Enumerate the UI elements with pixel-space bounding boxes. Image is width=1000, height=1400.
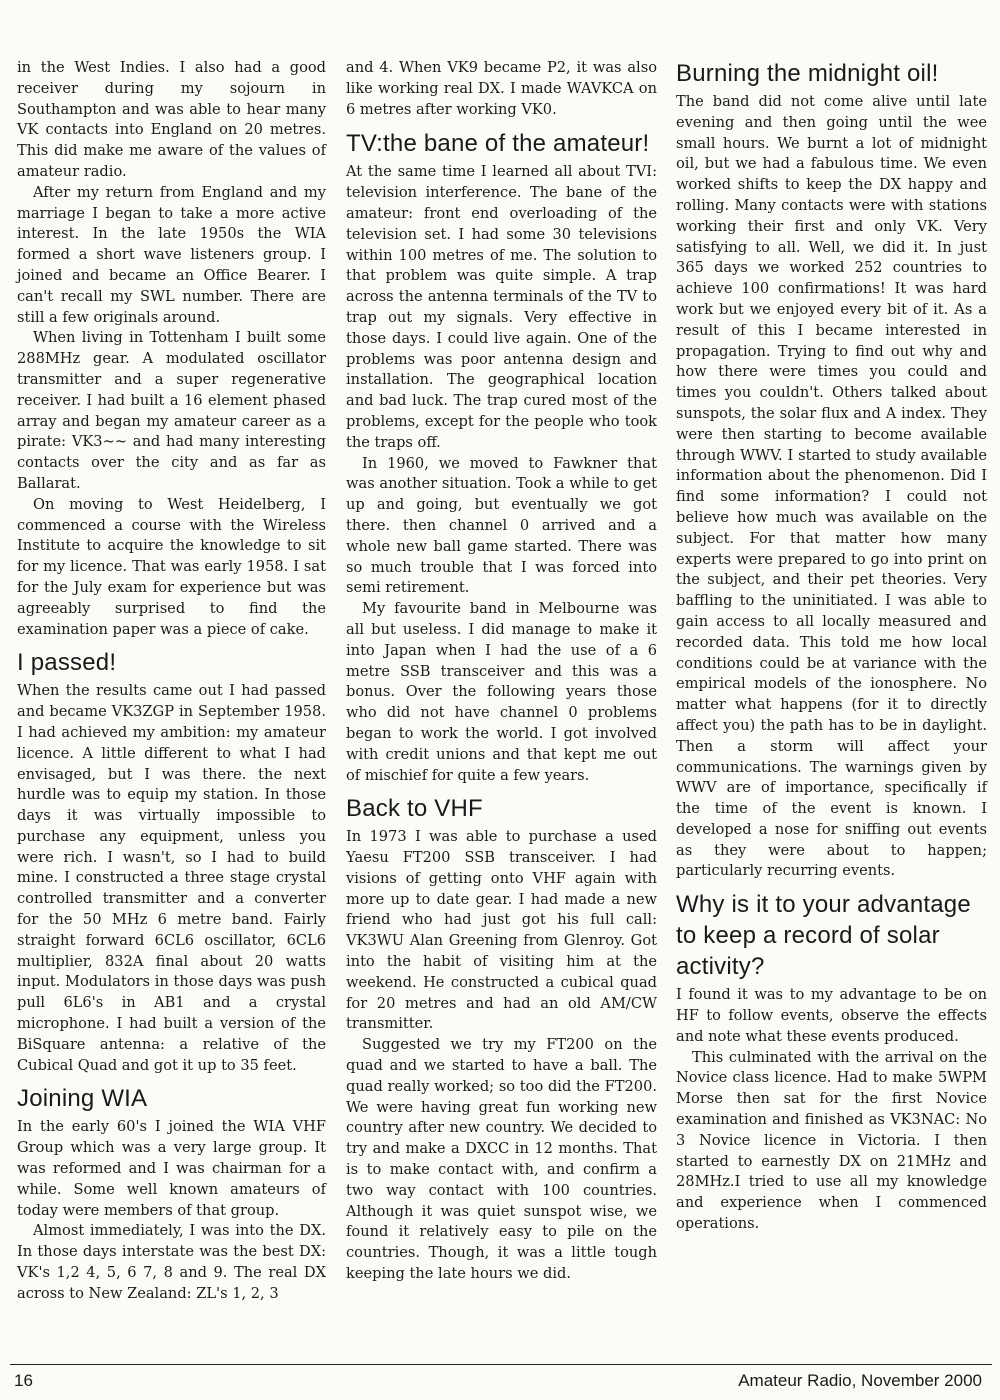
paragraph: When the results came out I had passed and became VK3ZGP in September 1958. I had achieved my ambition: my amateur licence. A little different to what I had envisaged, but I was there. the next hurdle was to equip my station. In those days it was virtually impossible to purchase any equipment, unless you were rich. I wasn't, so I had to build mine. I constructed a three stage crystal controlled transmitter and a converter for the 50 MHz 6 metre band. Fairly straight forward 6CL6 oscillator, 6CL6 multiplier, 832A final about 20 watts input. Modulators in those days was push pull 6L6's in AB1 and a crystal microphone. I had built a version of the BiSquare antenna: a relative of the Cubical Quad and got it up to 35 feet. [17, 682, 326, 1074]
paragraph: At the same time I learned all about TVI: television interference. The bane of the amateur: front end overloading of the television set. I had some 30 televisions within 100 metres of me. The solution to that problem was quite simple. A trap across the antenna terminals of the TV to trap out my signals. Very effective in those days. I could live again. One of the problems was poor antenna design and installation. The geographical location and bad luck. The trap cured most of the problems, except for the people who took the traps off. [346, 163, 657, 451]
section-heading: Why is it to your advantage to keep a record of solar activity? [676, 891, 971, 981]
section-heading: Back to VHF [346, 795, 483, 823]
paragraph: Almost immediately, I was into the DX. In those days interstate was the best DX: VK's 1,2 4, 5, 6 7, 8 and 9. The real DX across to New Zealand: ZL's 1, 2, 3 [17, 1222, 326, 1302]
paragraph: My favourite band in Melbourne was all but useless. I did manage to make it into Japan when I had the use of a 6 metre SSB transceiver and this was a bonus. Over the following years those who did not have channel 0 problems began to work the world. I got involved with credit unions and that kept me out of mischief for quite a few years. [346, 600, 657, 784]
section-heading: I passed! [17, 649, 117, 677]
paragraph: In the early 60's I joined the WIA VHF Group which was a very large group. It was reformed and I was chairman for a while. Some well known amateurs of today were members of that group. [17, 1118, 326, 1219]
footer-rule [10, 1364, 992, 1365]
section-heading: Joining WIA [17, 1085, 148, 1113]
publication-info: Amateur Radio, November 2000 [738, 1371, 982, 1390]
paragraph: and 4. When VK9 became P2, it was also like working real DX. I made WAVKCA on 6 metres after working VK0. [346, 59, 657, 118]
paragraph: The band did not come alive until late evening and then going until the wee small hours. We burnt a lot of midnight oil, but we had a fabulous time. We even worked shifts to keep the DX happy and rolling. Many contacts were with stations working their first and only VK. Very satisfying to all. Well, we did it. In just 365 days we worked 252 countries to achieve 100 confirmations! It was hard work but we enjoyed every bit of it. As a result of this I became interested in propagation. Trying to find out why and how there were times you could and times you couldn't. Others talked about sunspots, the solar flux and A index. They were then starting to become available through WWV. I started to study available information about the phenomenon. Did I find some information? I could not believe how much was available on the subject. For that matter how many experts were prepared to go into print on the subject, and their pet theories. Very baffling to the uninitiated. I was able to gain access to all locally measured and recorded data. This told me how local conditions could be at variance with the empirical models of the ionosphere. No matter what happens (for it to directly affect you) the path has to be in daylight. Then a storm will affect your communications. The warnings given by WWV are of importance, specifically if the time of the event is known. I developed a nose for sniffing out events as they were about to happen; particularly recurring events. [676, 93, 987, 880]
paragraph: In 1973 I was able to purchase a used Yaesu FT200 SSB transceiver. I had visions of getting onto VHF again with more up to date gear. I had made a new friend who had just got his full call: VK3WU Alan Greening from Glenroy. Got into the habit of visiting him at the weekend. He constructed a cubical quad for 20 metres and had an old AM/CW transmitter. [346, 828, 657, 1033]
paragraph: On moving to West Heidelberg, I commenced a course with the Wireless Institute to acquire the knowledge to sit for my licence. That was early 1958. I sat for the July exam for experience but was agreeably surprised to find the examination paper was a piece of cake. [17, 495, 326, 638]
section-heading: TV:the bane of the amateur! [346, 130, 650, 158]
paragraph: Suggested we try my FT200 on the quad and we started to have a ball. The quad really worked; so too did the FT200. We were having great fun working new country after new country. We decided to try and make a DXCC in 12 months. That is to make contact with, and confirm a two way contact with 100 countries. Although it was quiet sunspot wise, we found it relatively easy to pile on the countries. Though, it was a little tough keeping the late hours we did. [346, 1036, 657, 1283]
paragraph: I found it was to my advantage to be on HF to follow events, observe the effects and note what these events produced. [676, 986, 987, 1045]
paragraph: In 1960, we moved to Fawkner that was another situation. Took a while to get up and going, but eventually we got there. then channel 0 arrived and a whole new ball game started. There was so much trouble that I was forced into semi retirement. [346, 454, 657, 597]
paragraph: in the West Indies. I also had a good receiver during my sojourn in Southampton and was able to hear many VK contacts into England on 20 metres. This did make me aware of the values of amateur radio. [17, 59, 326, 180]
paragraph: When living in Tottenham I built some 288MHz gear. A modulated oscillator transmitter and a super regenerative receiver. I had built a 16 element phased array and began my amateur career as a pirate: VK3~~ and had many interesting contacts over the city and as far as Ballarat. [17, 329, 326, 492]
paragraph: After my return from England and my marriage I began to take a more active interest. In the late 1950s the WIA formed a short wave listeners group. I joined and became an Office Bearer. I can't recall my SWL number. There are still a few originals around. [17, 183, 326, 326]
section-heading: Burning the midnight oil! [676, 60, 939, 87]
page-number: 16 [14, 1371, 33, 1390]
article-column-1 [17, 58, 326, 1305]
article-column-2 [346, 58, 657, 1285]
paragraph: This culminated with the arrival on the Novice class licence. Had to make 5WPM Morse then sat for the first Novice examination and finished as VK3NAC: No 3 Novice licence in Victoria. I then started to earnestly DX on 21MHz and 28MHz.I tried to use all my knowledge and experience when I commenced operations. [676, 1048, 987, 1233]
article-column-3 [676, 58, 987, 1235]
